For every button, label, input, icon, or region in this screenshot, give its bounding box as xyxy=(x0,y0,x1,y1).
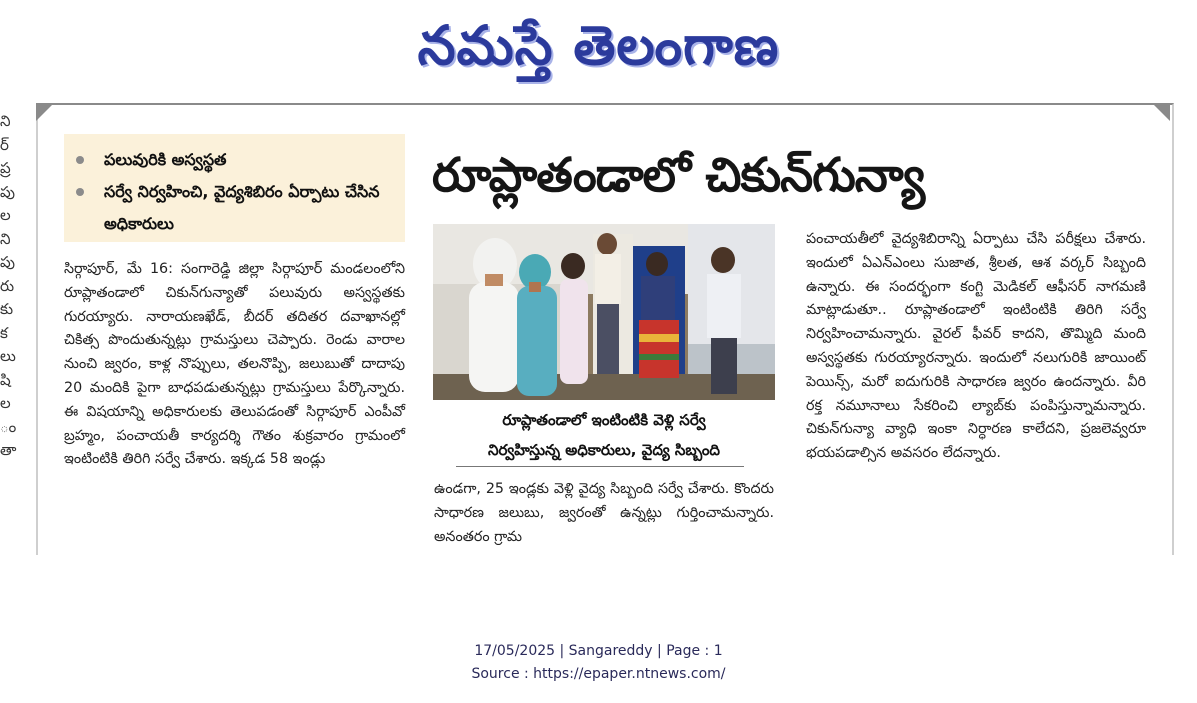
newspaper-logo: నమస్తే తెలంగాణ xyxy=(417,14,780,77)
article-column-3: పంచాయతీలో వైద్యశిబిరాన్ని ఏర్పాటు చేసి పరీక్షలు చేశారు. ఇందులో ఏఎన్‌ఎంలు సుజాత, శ్రీలత, ఆశ వర్కర్ సిబ్బంది ఉన్నారు. ఈ సందర్భంగా కంగ్టి మెడికల్ ఆఫీసర్ నాగమణి మాట్లాడుతూ.. రూప్లాతండాలో ఇంటింటికి తిరిగి సర్వే నిర్వహించామన్నారు. వైరల్ ఫీవర్ కాదని, తొమ్మిది మంది అస్వస్థతకు గురయ్యారన్నారు. ఇందులో నలుగురికి జాయింట్ పెయిన్స్, మరో ఐదుగురికి సాధారణ జ్వరం ఉందన్నారు. వీరి రక్త నమూనాలు సేకరించి ల్యాబ్‌కు పంపిస్తున్నామన్నారు. చికున్‌గున్యా వ్యాధి ఇంకా నిర్ధారణ కాలేదని, ప్రజలెవ్వరూ భయపడాల్సిన అవసరం లేదన్నారు. xyxy=(806,231,1146,462)
edge-char: లు xyxy=(0,347,16,365)
edge-char: పు xyxy=(0,182,15,201)
edge-char: రు xyxy=(0,276,15,295)
edge-char: ర్ xyxy=(0,135,9,154)
edge-char: పు xyxy=(0,253,15,271)
article-headline: రూప్లాతండాలో చికున్‌గున్యా xyxy=(432,148,925,203)
edge-char: ల xyxy=(0,206,11,224)
summary-box xyxy=(64,134,405,242)
frame-corner-left xyxy=(36,103,54,121)
frame-corner-right xyxy=(1152,103,1170,121)
news-photo xyxy=(433,224,775,400)
footer-source-line: Source : https://epaper.ntnews.com/ xyxy=(471,666,726,682)
summary-item: సర్వే నిర్వహించి, వైద్యశిబిరం ఏర్పాటు చేసిన అధికారులు xyxy=(76,176,405,240)
caption-divider xyxy=(456,466,744,467)
article-column-1: సిర్గాపూర్, మే 16: సంగారెడ్డి జిల్లా సిర్గాపూర్ మండలంలోని రూప్లాతండాలో చికున్‌గున్యాతో పలువురు అస్వస్థతకు గురయ్యారు. నారాయణఖేడ్, బీదర్ తదితర దవాఖానల్లో చికిత్స పొందుతున్నట్లు గ్రామస్తులు చెప్పారు. రెండు వారాల నుంచి జ్వరం, కాళ్ల నొప్పులు, తలనొప్పి, జలుబుతో దాదాపు 20 మందికి పైగా బాధపడుతున్నట్లు గ్రామస్తులు పేర్కొన్నారు. ఈ విషయాన్ని అధికారులకు తెలుపడంతో సిర్గాపూర్ ఎంపీవో బ్రహ్మం, పంచాయతీ కార్యదర్శి గౌతం శుక్రవారం గ్రామంలో ఇంటింటికి తిరిగి సర్వే చేశారు. ఇక్కడ 58 ఇండ్లు xyxy=(64,261,405,468)
edge-char: ప్ర xyxy=(0,159,11,177)
edge-char: ల xyxy=(0,394,11,412)
edge-char: కు xyxy=(0,300,14,318)
edge-char: క xyxy=(0,323,8,342)
bullet-icon xyxy=(76,156,84,164)
masthead xyxy=(0,0,1197,92)
caption-line: రూప్లాతండాలో ఇంటింటికి వెళ్లి సర్వే xyxy=(502,411,706,429)
page-footer xyxy=(0,640,1197,686)
adjacent-article-edge xyxy=(0,110,22,463)
edge-char: షి xyxy=(0,370,11,389)
edge-char: ం xyxy=(0,417,17,436)
bullet-icon xyxy=(76,188,84,196)
edge-char: ని xyxy=(0,112,11,130)
caption-line: నిర్వహిస్తున్న అధికారులు, వైద్య సిబ్బంది xyxy=(487,441,721,459)
article-column-2: ఉండగా, 25 ఇండ్లకు వెళ్లి వైద్య సిబ్బంది సర్వే చేశారు. కొందరు సాధారణ జలుబు, జ్వరంతో ఉన్నట్లు గుర్తించామన్నారు. అనంతరం గ్రామ xyxy=(434,481,774,545)
edge-char: ని xyxy=(0,229,11,248)
footer-edition-line: 17/05/2025 | Sangareddy | Page : 1 xyxy=(474,643,723,659)
photo-caption xyxy=(433,405,775,465)
edge-char: తా xyxy=(0,441,17,459)
summary-item: పలువురికి అస్వస్థత xyxy=(76,144,405,176)
photo-illustration xyxy=(433,224,775,400)
